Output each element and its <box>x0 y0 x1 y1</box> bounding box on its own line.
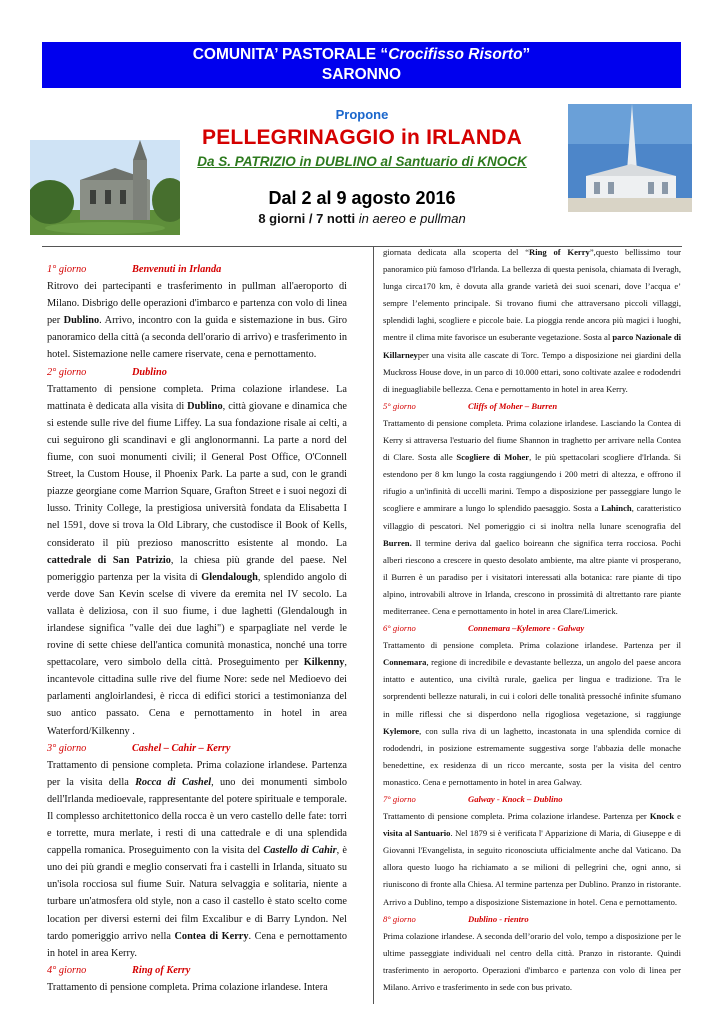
day-8-text: Prima colazione irlandese. A seconda dell’orario del volo, tempo a disposizione per le ultime passeggiate individuali nel centro della città. Pranzo in ristorante. Quindi trasferimento in aeroporto. Operazioni d'imbarco e partenza con volo di linea per Milano. Arrivo e trasferimento in sede con bus privato. <box>383 930 681 993</box>
page-title: PELLEGRINAGGIO in IRLANDA <box>202 126 522 149</box>
trip-dates: Dal 2 al 9 agosto 2016 <box>268 188 456 208</box>
day-5-text: Trattamento di pensione completa. Prima colazione irlandese. Lasciando la Contea di Kerry si attraversa l'estuario del fiume Shannon in traghetto per arrivare nella Contea di Clare. Sosta alle Scogliere di Moher, le più spettacolari scogliere d'Irlanda. Si estendono per 8 km lungo la costa raggiungendo i 200 metri di altezza, e offrono il rifugio a un'infinità di uccelli marini. Tempo a disposizione per passeggiare lungo le scogliere e ammirare a lungo lo splendido paesaggio. Sosta a Lahinch, caratteristico villaggio di pescatori. Nel pomeriggio ci si inoltra nella lunare scenografia del Burren. Il termine deriva dal gaelico boireann che significa terra rocciosa. Pochi alberi riescono a crescere in questo desolato ambiente, ma altre piante vi prosperano, il Burren è un paradiso per i visitatori interessati alla botanica: rare piante di tipo alpino, introvabili altrove in Irlanda, crescono in prossimità di altrettanto rare piante mediterranee. Cena e pernottamento in hotel in area Clare/Limerick. <box>383 417 682 616</box>
day-1-text: Ritrovo dei partecipanti e trasferimento in pullman all'aeroporto di Milano. Disbrigo delle operazioni d'imbarco e partenza con volo di linea per Dublino. Arrivo, incontro con la guida e sistemazione in bus. Giro panoramico della città (a seconda dell'orario di arrivo) e trasferimento in hotel. Sistemazione nelle camere riservate, cena e pernottamento. <box>47 281 347 361</box>
header-line-1: COMUNITA’ PASTORALE “Crocifisso Risorto” <box>192 46 531 63</box>
column-divider <box>373 246 374 1004</box>
header-line-2: SARONNO <box>321 66 402 83</box>
day-3-heading: 3° giorno Cashel – Cahir – Kerry <box>47 742 231 754</box>
propone-label: Propone <box>335 107 389 122</box>
day-7-heading: 7° giorno Galway - Knock – Dublino <box>383 794 563 804</box>
day-4-heading: 4° giorno Ring of Kerry <box>47 964 191 976</box>
day-7-text: Trattamento di pensione completa. Prima colazione irlandese. Partenza per Knock e visita al Santuario. Nel 1879 si è verificata l' Apparizione di Maria, di Giuseppe e di Giovanni l'Evangelista, in seguito riconosciuta ufficialmente anche dal Vaticano. Da allora questo luogo ha richiamato a se milioni di pellegrini che, ogni anno, si riuniscono di fronte alla Chiesa. Al termine partenza per Dublino. Pranzo in ristorante. Arrivo a Dublino, tempo a disposizione Sistemazione in hotel. Cena e pernottamento. <box>383 811 681 907</box>
day-2-text: Trattamento di pensione completa. Prima colazione irlandese. La mattinata è dedicata alla visita di Dublino, città giovane e dinamica che si estende sulle rive del fiume Liffey. La sua fondazione risale ai celti, a cui seguirono gli scandinavi e gli anglonormanni. La parte a nord del fiume, con suoi monumenti civili; il General Post Office, O'Connell Street, la Custom House, il Phoenix Park. La parte a sud, con le grandi piazze georgiane come Marrion Square, Grafton Street e i suoi negozi di lusso. Trinity College, la prestigiosa università fondata da Elisabetta I nel 1591, dove si trova la Old Library, che custodisce il Book of Kells, considerato il più prezioso manoscritto esistente al mondo. La cattedrale di San Patrizio, la chiesa più grande del paese. Nel pomeriggio partenza per la visita di Glendalough, splendido angolo di verde dove San Kevin scelse di vivere da eremita nel IV secolo. La vallata è deliziosa, con il suo fiume, i due laghetti (Glendalough in irlandese significa "valle dei due laghi") e sparpagliate nel verde le rovine di sette chiese dell'antica comunità monastica, nonché una torre spettacolare, vero simbolo della città. Proseguimento per Kilkenny, incantevole cittadina sulle rive del fiume Nore: sede nel Medioevo dei parlamenti angloirlandesi, è ricca di edifici storici a testimonianza del suo antico passato. Cena e pernottamento in hotel in area Waterford/Kilkenny . <box>47 383 347 737</box>
day-4-text: Trattamento di pensione completa. Prima colazione irlandese. Intera <box>47 981 328 993</box>
day-2-heading: 2° giorno Dublino <box>47 366 167 378</box>
day-6-heading: 6° giorno Connemara –Kylemore - Galway <box>383 623 585 634</box>
itinerary-column-left <box>47 261 347 996</box>
itinerary-column-right <box>383 244 681 996</box>
trip-duration: 8 giorni / 7 notti in aereo e pullman <box>258 211 466 226</box>
day-5-heading: 5° giorno Cliffs of Moher – Burren <box>383 400 558 411</box>
day-3-text: Trattamento di pensione completa. Prima colazione irlandese. Partenza per la visita della Rocca di Cashel, uno dei monumenti simbolo dell'Irlanda medioevale, rappresentante del potere spirituale e temporale. Il complesso architettonico della rocca è un vero castello delle fate: torri e torrette, mura merlate, i resti di una cattedrale e di una splendida cappella romanica. Proseguimento con la visita del Castello di Cahir, è uno dei più grandi e meglio conservati fra i castelli in Irlanda, situato su un'isola rocciosa sul fiume Suir. Natura selvaggia e solitaria, niente a turbare un'atmosfera old style, non a caso il castello è stato scelto come location per diversi esterni dei film Excalibur e di Barry Lyndon. Nel tardo pomeriggio arrivo nella Contea di Kerry. Cena e pernottamento in hotel in area Kerry. <box>47 759 347 959</box>
header-banner <box>42 42 681 88</box>
day-8-heading: 8° giorno Dublino - rientro <box>383 913 529 924</box>
day-1-heading: 1° giorno Benvenuti in Irlanda <box>47 264 222 275</box>
day-6-text: Trattamento di pensione completa. Prima colazione irlandese. Partenza per il Connemara, regione di incredibile e devastante bellezza, un angolo del paese ancora intatto e autentico, una civiltà rurale, gaelica per lingua e tradizione. Tra le sorprendenti bellezze naturali, in cui i colori delle tonalità pressoché infinite sfumano in mille riflessi che si disperdono nella rigogliosa vegetazione, si raggiunge Kylemore, con sulla riva di un laghetto, incastonata in una splendida cornice di rododendri, in posizione estremamente suggestiva sorge l'abbazia delle monache benedettine, ex residenza di un ricco mercante, sosta per la visita del centro monastico. Cena e pernottamento in hotel in area Galway. <box>383 640 681 787</box>
day-4-text-continued: giornata dedicata alla scoperta del “Ring of Kerry”,questo bellissimo tour panoramico più famoso d'Irlanda. La bellezza di questa penisola, chiamata di Iveragh, lunga circa170 km, è dovuta alla grande varietà dei suoi scenari, dove l’acqua e’ sempre l’elemento principale. Si trovano fiumi che attraversano piccoli villaggi, splendidi laghi, scogliere e piccole baie. La pioggia rende ancora più magici i luoghi, mentre il clima mite favorisce un esuberante vegetazione. Sosta al parco Nazionale di Killarneyper una visita alle cascate di Torc. Tempo a disposizione nei giardini della Muckross House dove, in un parco di 10.000 ettari, sono coltivate azalee e rododendri di ineguagliabile bellezza. Cena e pernottamento in hotel in area Kerry. <box>383 247 681 394</box>
page-subtitle: Da S. PATRIZIO in DUBLINO al Santuario di KNOCK <box>197 154 527 169</box>
